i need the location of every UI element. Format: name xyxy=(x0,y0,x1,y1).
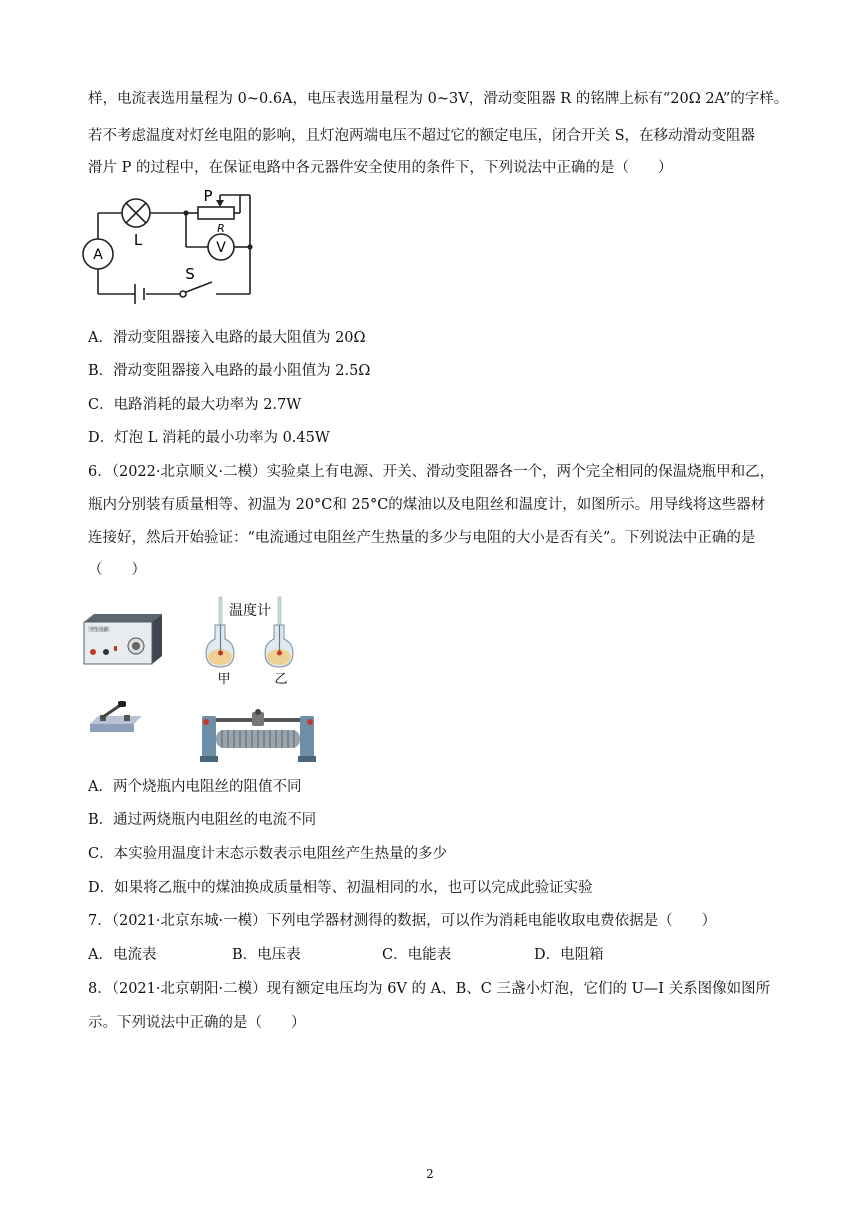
power-supply-label: 学生电源 xyxy=(90,628,108,633)
power-supply-illustration xyxy=(80,612,164,668)
q7-option-d: D．电阻箱 xyxy=(534,947,604,963)
q6-option-d: D．如果将乙瓶中的煤油换成质量相等、初温相同的水，也可以完成此验证实验 xyxy=(88,880,593,896)
page-number: 2 xyxy=(426,1167,434,1181)
q8-stem-line-2: 示。下列说法中正确的是（ ） xyxy=(88,1015,306,1031)
q5-option-b: B．滑动变阻器接入电路的最小阻值为 2.5Ω xyxy=(88,363,371,379)
switch-label: S xyxy=(185,265,195,283)
q5-option-d: D．灯泡 L 消耗的最小功率为 0.45W xyxy=(88,430,330,446)
flask-b-label: 乙 xyxy=(274,672,288,685)
q6-option-b: B．通过两烧瓶内电阻丝的电流不同 xyxy=(88,812,317,828)
q6-option-a: A．两个烧瓶内电阻丝的阻值不同 xyxy=(88,779,302,795)
flasks-illustration xyxy=(196,595,306,685)
rheostat-label: R xyxy=(217,222,225,235)
voltmeter-label: V xyxy=(216,240,226,256)
q5-stem-line-2: 若不考虑温度对灯丝电阻的影响，且灯泡两端电压不超过它的额定电压，闭合开关 S，在移动滑动变阻器 xyxy=(88,128,756,144)
knife-switch-illustration xyxy=(88,700,146,738)
thermometer-label: 温度计 xyxy=(229,603,271,619)
q6-stem-line-1: 6．（2022·北京顺义·二模）实验桌上有电源、开关、滑动变阻器各一个，两个完全相同的保温烧瓶甲和乙， xyxy=(88,464,775,480)
lamp-label: L xyxy=(133,231,143,249)
rheostat-illustration xyxy=(198,708,318,764)
q5-stem-line-1: 样，电流表选用量程为 0~0.6A，电压表选用量程为 0~3V，滑动变阻器 R 的铭牌上标有“20Ω 2A”的字样。 xyxy=(88,91,789,107)
q5-option-c: C．电路消耗的最大功率为 2.7W xyxy=(88,397,302,413)
q6-stem-line-2: 瓶内分别装有质量相等、初温为 20°C和 25°C的煤油以及电阻丝和温度计，如图所示。用导线将这些器材 xyxy=(88,497,766,513)
q5-option-a: A．滑动变阻器接入电路的最大阻值为 20Ω xyxy=(88,330,366,346)
q7-option-c: C．电能表 xyxy=(382,947,452,963)
q6-stem-line-4: （ ） xyxy=(88,562,146,578)
q8-stem-line-1: 8．（2021·北京朝阳·二模）现有额定电压均为 6V 的 A、B、C 三盏小灯泡，它们的 U—I 关系图像如图所 xyxy=(88,981,771,997)
q6-stem-line-3: 连接好，然后开始验证：“电流通过电阻丝产生热量的多少与电阻的大小是否有关”。下列说法中正确的是 xyxy=(88,530,756,546)
slider-label: P xyxy=(203,187,213,205)
flask-a-label: 甲 xyxy=(217,672,231,685)
q5-stem-line-3: 滑片 P 的过程中，在保证电路中各元器件安全使用的条件下，下列说法中正确的是（ ） xyxy=(88,160,673,176)
q7-option-a: A．电流表 xyxy=(88,947,157,963)
q6-option-c: C．本实验用温度计末态示数表示电阻丝产生热量的多少 xyxy=(88,846,448,862)
ammeter-label: A xyxy=(93,247,103,263)
q7-stem: 7．（2021·北京东城·一模）下列电学器材测得的数据，可以作为消耗电能收取电费依据是（ ） xyxy=(88,913,717,929)
q7-option-b: B．电压表 xyxy=(232,947,301,963)
circuit-diagram xyxy=(80,185,270,305)
